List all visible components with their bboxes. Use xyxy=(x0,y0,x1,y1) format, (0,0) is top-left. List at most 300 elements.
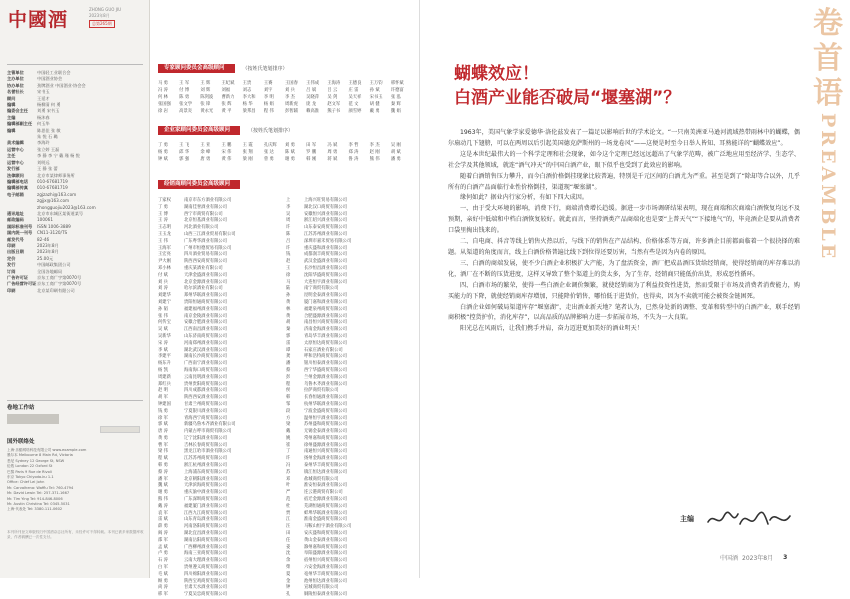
entrepreneur-name: 王 飞 xyxy=(179,143,190,148)
section-vertical-title xyxy=(812,6,844,261)
banner-label: 经销商顾问委员会高级顾问 xyxy=(158,180,240,189)
entrepreneur-name: 张 达 xyxy=(263,150,274,155)
dealer-company: 辽宁沈阳酒业有限公司 xyxy=(184,435,227,441)
address-line: Mr. David Lewin Tel: 257-371-1667 xyxy=(7,491,70,496)
dealer-name: 田 xyxy=(286,531,291,537)
dealer-company: 上海兴旺贸易有限公司 xyxy=(304,198,347,203)
masthead-value: 王 静 张 蕾 xyxy=(37,166,58,172)
article-paragraph: 阳光总在风雨后，让我们携手并肩，奋力迈进更加美好的酒业明天！ xyxy=(460,325,643,333)
advisor-name: 刘福 xyxy=(221,88,231,93)
dealer-name: 刘建华 xyxy=(158,293,171,299)
dealer-name: 潘 xyxy=(286,361,291,367)
advisor-name: 张文学 xyxy=(179,102,193,107)
advisor-name: 黄永光 xyxy=(200,109,214,114)
dealer-company: 湖南岳阳商贸有限公司 xyxy=(184,537,227,543)
dealer-name: 刘 涛 xyxy=(158,286,168,292)
page-footer xyxy=(720,553,787,562)
magazine-logo: 中國酒 xyxy=(8,9,69,31)
dealer-name: 龚 xyxy=(286,354,291,360)
advisor-name: 王 军 xyxy=(179,81,190,86)
dealer-company: 陕西西安商贸有限公司 xyxy=(184,259,227,265)
dealer-name: 叶 xyxy=(286,483,291,489)
dealer-company: 贵阳恒通商贸有限公司 xyxy=(184,299,227,305)
dealer-company: 青岛华丰酒业有限公司 xyxy=(304,333,347,339)
headline-line-2: 白酒产业能否破局“堰塞湖”？ xyxy=(454,88,681,108)
dealer-company: 济南金海酒业有限公司 xyxy=(304,327,347,333)
masthead-key: 主任 xyxy=(7,153,16,159)
article-body xyxy=(448,128,800,335)
dealer-company: 沈阳华盛商贸有限公司 xyxy=(304,272,347,278)
dealer-company: 合肥盛源酒业有限公司 xyxy=(304,313,347,319)
dealer-company: 南京市东方酒业有限公司 xyxy=(184,198,232,203)
entrepreneur-name: 刘 勇 xyxy=(284,143,295,148)
dealer-name: 钟 xyxy=(286,585,291,591)
address-line: 墨尔本 Melbourne 8 Main Rd, Victoria xyxy=(7,453,73,458)
dealer-name: 尚 涛 xyxy=(158,585,168,591)
dealer-committee-banner xyxy=(158,180,240,189)
dealer-company: 云南大理酒业有限公司 xyxy=(184,558,227,564)
masthead-value: 中国邮政集团公司 xyxy=(37,262,71,268)
advisor-name: 陈 勇 xyxy=(179,95,190,100)
dealer-name: 唐 涛 xyxy=(158,429,168,435)
masthead-key: 编辑部传真 xyxy=(7,185,28,191)
dealer-name: 黄 xyxy=(286,313,291,319)
dealer-name: 孙 xyxy=(286,293,291,299)
dealer-name: 彭 xyxy=(286,374,291,380)
section-char: 首 xyxy=(813,41,843,76)
dealer-name: 杨 凯 xyxy=(158,367,168,373)
masthead-list xyxy=(7,70,145,294)
masthead-value: 北京市东城区某街道某号 xyxy=(37,210,84,216)
dealer-name: 毛 斌 xyxy=(158,571,168,577)
handwritten-signature xyxy=(704,508,794,530)
dealer-company: 山东济南商贸有限公司 xyxy=(184,333,227,339)
dealer-name: 邓 xyxy=(286,476,291,482)
issue-meta xyxy=(89,7,141,28)
dealer-company: 海南海口商贸有限公司 xyxy=(184,367,227,373)
dealer-company: 甘肃天水酒业有限公司 xyxy=(184,585,227,591)
dealer-company: 杭州华联酒业有限公司 xyxy=(304,401,347,407)
dealer-name: 许 xyxy=(286,456,291,462)
masthead-value: 京东工商广字第0070号 xyxy=(37,275,82,280)
dealer-company: 蚌埠华联酒业有限公司 xyxy=(304,510,347,516)
dealer-name: 潘 军 xyxy=(158,476,168,482)
section-english: PREAMBLE xyxy=(817,113,839,262)
masthead-key: 国际标准刊号 xyxy=(7,223,33,229)
entrepreneur-advisor-grid xyxy=(158,142,412,163)
dealer-company: 泰州华丰商贸有限公司 xyxy=(304,463,347,469)
dealer-company: 太原恒达商贸有限公司 xyxy=(304,340,347,346)
dealer-company: 宁波金盛商贸有限公司 xyxy=(304,408,347,414)
dealer-name: 丁 勇 xyxy=(158,204,168,210)
advisor-name: 许德富 xyxy=(390,88,404,93)
issue-meta-line: 2023年8月 xyxy=(89,13,110,18)
dealer-company: 宁夏吴忠商贸有限公司 xyxy=(184,592,227,598)
dealer-company: 贵州遵义商贸有限公司 xyxy=(184,565,227,571)
masthead-value: 刘勇 宋书玉 xyxy=(37,108,60,114)
dealer-name: 孔 xyxy=(286,592,291,598)
masthead-key: 国内统一刊号 xyxy=(7,230,33,236)
entrepreneur-name: 赵 刚 xyxy=(369,150,380,155)
masthead-value: ISSN 1006-3889 xyxy=(37,223,71,229)
divider xyxy=(7,64,143,65)
dealer-name: 周 xyxy=(286,218,291,224)
article-paragraph: 这是本世纪最伟大的一个科学定理和社会现象，如今这个定理已经远远超出了气象学范畴，被广泛地应用至经济学、生态学、社会学及其他领域，就连“酒气冲天”的中国白酒产业，眼下似乎也受到了此效应的影响。 xyxy=(448,150,800,169)
masthead-value: 100061 xyxy=(37,217,53,223)
entrepreneur-name: 陈 斌 xyxy=(284,150,295,155)
entrepreneur-name: 胡 斌 xyxy=(390,150,401,155)
dealer-company: 重庆盛和酒业有限公司 xyxy=(304,245,347,251)
entrepreneur-name: 杨 勇 xyxy=(158,150,168,155)
entrepreneur-name: 李 杰 xyxy=(369,143,380,148)
masthead-value: 李海玲 xyxy=(37,140,50,146)
masthead-value: 2023年8月 xyxy=(37,242,59,248)
advisor-name: 李 杰 xyxy=(284,95,295,100)
dealer-company: 陕西西安酒业有限公司 xyxy=(184,395,227,401)
address-line: Mr. Carvalhena: Wafflu Tel: 760-4794 xyxy=(7,485,74,490)
dealer-company: 河南洛阳商贸有限公司 xyxy=(184,524,227,530)
entrepreneur-name: 冯 斌 xyxy=(327,143,338,148)
dealer-name: 许 xyxy=(286,245,291,251)
article-paragraph: 白酒企业如何破局渠道库存“堰塞湖”，走出酒业新天地？笔者认为，已然身处新的调整、变革和转型中的白酒产业，联手经销商积极“控货护价，消化库存”，以高品质的品牌影响力进一步拓展市场，不失为一大良策。 xyxy=(448,303,800,322)
article-paragraph: 缘何如此？据业内行家分析，有如下四大成因。 xyxy=(460,194,588,202)
masthead-value: 刘明远 xyxy=(37,159,50,165)
dealer-company: 南通恒兴商贸有限公司 xyxy=(304,449,347,455)
dealer-company: 北京恒基酒业有限公司 xyxy=(184,218,227,224)
dealer-name: 戴 涛 xyxy=(158,503,168,509)
dealer-company: 南宁商贸有限公司 xyxy=(304,286,339,292)
dealer-name: 戴 xyxy=(286,429,291,435)
advisor-name: 戴 勇 xyxy=(369,109,380,114)
dealer-name: 王 博 xyxy=(158,211,168,217)
masthead-key: 订阅 xyxy=(7,268,16,274)
entrepreneur-name: 罗 鹏 xyxy=(306,150,317,155)
entrepreneur-name: 熊 伟 xyxy=(369,157,380,162)
entrepreneur-name: 宋 伟 xyxy=(221,150,232,155)
masthead-key: 邮政编码 xyxy=(7,217,24,223)
masthead-key: 编辑 xyxy=(7,127,16,133)
dealer-company: 无锡金泰酒业有限公司 xyxy=(304,429,347,435)
overseas-heading: 国外联络处 xyxy=(7,439,35,445)
dealer-name: 吴 斌 xyxy=(158,327,168,333)
page-number: 3 xyxy=(783,554,788,561)
dealer-company: 西宁市商贸有限公司 xyxy=(184,211,223,217)
dealer-name: 胡 xyxy=(286,320,291,326)
banner-label: 专家顾问委员会高级顾问 xyxy=(158,64,235,73)
masthead-key: 电子邮箱 xyxy=(7,191,24,197)
address-line: Mr. Austin Christina Tel: 0345-5031 xyxy=(7,502,70,507)
dealer-name: 雷 斌 xyxy=(158,517,168,523)
advisor-name: 颜雪婷 xyxy=(348,109,362,114)
dealer-company: 陕西宝鸡商贸有限公司 xyxy=(184,578,227,584)
masthead-key: 广告经营许可证 xyxy=(7,281,37,287)
dealer-name: 梁 xyxy=(286,422,291,428)
dealer-name: 秦 xyxy=(286,327,291,333)
masthead-value: 陈思佳 张 敏 xyxy=(37,127,61,133)
entrepreneur-name: 韩 刚 xyxy=(306,157,317,162)
address-line: 伦敦 London 22 Oxford St xyxy=(7,464,53,469)
masthead-key: 运营中心 xyxy=(7,146,24,152)
dealer-company: 四川成都酒业有限公司 xyxy=(184,388,227,394)
dealer-company: 兰州金源酒业有限公司 xyxy=(304,374,347,380)
address-line: 上海·代表处 Tel: 3380-111-0602 xyxy=(7,507,63,512)
dealer-company: 南京金陵酒业有限公司 xyxy=(184,313,227,319)
advisor-name: 孙 斌 xyxy=(369,88,380,93)
dealer-company: 四川酒业贸易有限公司 xyxy=(184,252,227,258)
dealer-company: 六安金海酒业有限公司 xyxy=(304,565,347,571)
dealer-name: 汪 xyxy=(286,524,291,530)
advisors-page xyxy=(150,0,420,598)
advisor-name: 张 锋 xyxy=(200,102,211,107)
entrepreneur-name: 李 哲 xyxy=(348,143,359,148)
dealer-company: 湖南长沙商贸有限公司 xyxy=(184,354,227,360)
dealer-company: 黄山金泰酒业有限公司 xyxy=(304,537,347,543)
dealer-company: 拉萨商贸有限公司 xyxy=(304,388,339,394)
dealer-name: 姜 xyxy=(286,544,291,550)
advisor-name: 吕 斌 xyxy=(306,88,317,93)
entrepreneur-name: 梁 刚 xyxy=(242,157,253,162)
dealer-name: 夏 xyxy=(286,571,291,577)
footer-magazine: 中国酒 xyxy=(720,555,739,562)
dealer-company: 吉林长春商贸有限公司 xyxy=(184,442,227,448)
advisor-name: 冯 涛 xyxy=(158,88,168,93)
dealer-company: 福建厦门酒业有限公司 xyxy=(184,503,227,509)
masthead-value: 宋书玉 xyxy=(37,89,50,95)
advisor-name: 梁邦昌 xyxy=(242,109,256,114)
advisor-name: 王万钧 xyxy=(369,81,383,86)
dealer-company: 北京金源酒业有限公司 xyxy=(184,279,227,285)
dealer-company: 甘肃兰州商贸有限公司 xyxy=(184,401,227,407)
article-paragraph: 三、白酒的商端发展，使不少白酒企业积极扩大产能，为了盘活资金，酒厂把成品酒压货给经销商，使得经销商的库存难以消化，酒厂在不断的压货进度，这样又导致了整个渠道上的货太多，为了生存，经销商只能低价出货，形成恶性循环。 xyxy=(448,259,800,278)
dealer-company: 云南昆明酒业有限公司 xyxy=(184,374,227,380)
dealer-name: 吴 xyxy=(286,211,291,217)
dealer-company: 滁州嘉和商贸有限公司 xyxy=(304,544,347,550)
dealer-company: 池州恒达酒业有限公司 xyxy=(304,578,347,584)
advisor-name: 范 文 xyxy=(348,102,359,107)
dealer-company: 青海西宁商贸有限公司 xyxy=(184,415,227,421)
advisor-name: 赖高淮 xyxy=(306,109,320,114)
entrepreneur-name: 丁 勇 xyxy=(158,143,168,148)
masthead-value: 杨沐春 xyxy=(37,114,50,120)
dealer-name: 李建平 xyxy=(158,354,171,360)
dealer-company: 山东青岛酒业有限公司 xyxy=(184,517,227,523)
dealer-name: 任 xyxy=(286,537,291,543)
preamble-page xyxy=(420,0,850,578)
masthead-row xyxy=(7,288,145,294)
dealer-company: 天津滨海商贸有限公司 xyxy=(184,483,227,489)
entrepreneur-name: 曾 勇 xyxy=(263,157,274,162)
dealer-company: 重庆渝中酒业有限公司 xyxy=(184,490,227,496)
dealer-name: 魏 斌 xyxy=(158,483,168,489)
article-headline xyxy=(454,63,680,111)
dealer-name: 王海军 xyxy=(158,245,171,251)
dealer-company: 成都润丰商贸有限公司 xyxy=(304,252,347,258)
advisor-name: 宋书玉 xyxy=(369,95,383,100)
dealer-company: 广东粤华酒业有限公司 xyxy=(184,238,227,244)
entrepreneur-name: 周 勇 xyxy=(327,150,338,155)
dealer-name: 徐 xyxy=(286,272,291,278)
advisor-name: 马 勇 xyxy=(158,81,168,86)
masthead-value: 张立婷 王磊 xyxy=(37,146,60,152)
entrepreneur-name: 王 霞 xyxy=(242,143,253,148)
masthead-key: 主管单位 xyxy=(7,70,24,75)
dealer-company: 昆明金泰酒业有限公司 xyxy=(304,293,347,299)
masthead-value: zhongguojiu2023@163.com xyxy=(37,204,96,210)
dealer-company: 上海浦东商贸有限公司 xyxy=(184,469,227,475)
dealer-company: 镇江恒达酒业有限公司 xyxy=(304,469,347,475)
dealer-company: 江西南昌酒业有限公司 xyxy=(184,327,227,333)
dealer-company: 江西九江商贸有限公司 xyxy=(184,510,227,516)
advisor-name: 庄 雷 xyxy=(348,88,359,93)
dealer-name: 宋 涛 xyxy=(158,340,168,346)
dealer-company: 银川恒泰酒业有限公司 xyxy=(304,361,347,367)
dealer-company: 广州市恒德贸易有限公司 xyxy=(184,245,232,251)
dealer-name: 刘 兵 xyxy=(158,279,168,285)
dealer-name: 侯 xyxy=(286,388,291,394)
dealer-company: 南昌恒兴商贸有限公司 xyxy=(304,320,347,326)
advisor-name: 彭智辅 xyxy=(284,109,298,114)
dealer-name: 程 xyxy=(286,381,291,387)
dealer-company: 黑龙江哈市酒业有限公司 xyxy=(184,449,232,455)
dealer-name: 袁 军 xyxy=(158,510,168,516)
dealer-company: 阜阳盛源酒业有限公司 xyxy=(304,551,347,557)
dealer-name: 付 斌 xyxy=(158,272,168,278)
dealer-company: 山东泰安商贸有限公司 xyxy=(304,225,347,231)
dealer-name: 黄 勇 xyxy=(158,435,168,441)
advisor-name: 王赛 xyxy=(263,81,273,86)
dealer-name: 刘建宁 xyxy=(158,299,171,305)
dealer-name: 吕 xyxy=(286,238,291,244)
expert-advisor-grid xyxy=(158,80,412,115)
dealer-name: 王 xyxy=(286,265,291,271)
dealer-company: 安庆盛和商贸有限公司 xyxy=(304,531,347,537)
advisor-name: 杨 娟 xyxy=(263,102,274,107)
dealer-company: 江苏苏州商贸有限公司 xyxy=(184,456,227,462)
dealer-company: 深圳市嘉禾贸易有限公司 xyxy=(304,238,352,244)
masthead-value: 010-67681719 xyxy=(37,178,68,184)
masthead-value: CN11-3120/TS xyxy=(37,230,68,236)
advisor-name: 庞 龙 xyxy=(306,102,317,107)
footer-date: 2023年8月 xyxy=(742,555,774,562)
dealer-company: 长沙恒昌酒业有限公司 xyxy=(304,265,347,271)
masthead-page xyxy=(0,0,150,578)
advisor-name: 赵文军 xyxy=(327,102,341,107)
masthead-value: zgjjx@163.com xyxy=(37,198,70,204)
article-paragraph: 四、白酒市场的繁荣，使得一些白酒企业调价频繁，就使经销商为了利益投资性进货，然而受限于市场及消费者消费能力，购买能力的下降，就使经销商库存增加，只能降价销售，哪怕低于进货价，也得卖，因为不卖就可能会被资金链困死。 xyxy=(448,281,800,300)
advisor-name: 周新虎 xyxy=(284,102,298,107)
dealer-company: 广西柳州酒业有限公司 xyxy=(184,544,227,550)
article-paragraph: 一、由于受大环境的影响，消费下行，商端消费增长趋缓。据进一步市场调研结果表明，现在商端和次商端白酒恢复均远不及预期，亲好中低端和中档白酒恢复较好。就此而言，坚持酒类产品商端化也是要“上普天气”“下接地气”的，毕竟酒企是要从消费者口袋里掏出钱来的。 xyxy=(448,205,800,235)
dealer-name: 李 xyxy=(286,204,291,210)
advisor-name: 张国强 xyxy=(158,102,171,107)
entrepreneur-name: 谢 勇 xyxy=(284,157,295,162)
dealer-name: 金 xyxy=(286,578,291,584)
dealer-name: 姚 xyxy=(286,435,291,441)
masthead-value: 何玉华 xyxy=(37,121,50,127)
dealer-company: 淮南金盛商贸有限公司 xyxy=(304,517,347,523)
masthead-key: 名誉社长 xyxy=(7,89,24,95)
dealer-name: 尹大刚 xyxy=(158,259,171,265)
dealer-company: 重庆某酒业有限公司 xyxy=(184,265,223,271)
masthead-key: 出版日期 xyxy=(7,249,24,255)
advisor-name: 张 泓 xyxy=(390,95,401,100)
dealer-name: 王志明 xyxy=(158,225,171,231)
dealer-name: 薛 勇 xyxy=(158,524,168,530)
dealer-company: 北京朝阳酒业有限公司 xyxy=(184,476,227,482)
article-paragraph: 二、自电商、抖音等线上销售火热以后，与线下的销售在产品结构、价格体系等方面，许多酒企目前都面临着一个很抉择的难题。从渠道的角度而言，线上白酒价格普遍比线下到位得还要厉害，当然有些是因为内卷的原因。 xyxy=(448,238,800,256)
section-char: 语 xyxy=(813,76,843,111)
advisor-name: 吴天祥 xyxy=(348,95,362,100)
dealer-name: 石 涛 xyxy=(158,558,168,564)
dealer-name: 钟建国 xyxy=(158,401,171,407)
dealer-name: 邢 军 xyxy=(158,592,168,598)
dealer-name: 贾 xyxy=(286,510,291,516)
issue-meta-line: ZHONG GUO JIU xyxy=(89,7,121,12)
headline-line-1: 蝴蝶效应！ xyxy=(454,64,539,84)
entrepreneur-name: 郑 涛 xyxy=(348,150,359,155)
masthead-key: 顾问 xyxy=(7,95,16,101)
work-station-heading: 卷地工作站 xyxy=(7,405,35,411)
advisor-name: 王国春 xyxy=(284,81,298,86)
dealer-company: 盐城商贸有限公司 xyxy=(304,476,339,482)
dealer-company: 淮安恒泰酒业有限公司 xyxy=(304,483,347,489)
masthead-key: 协办单位 xyxy=(7,82,24,88)
advisor-name: 王 辉 xyxy=(200,81,211,86)
dealer-company: 芜湖恒通商贸有限公司 xyxy=(304,503,347,509)
advisor-name: 何 林 xyxy=(158,95,168,100)
dealer-name: 赵 xyxy=(286,259,291,265)
dealer-name: 柴 xyxy=(286,565,291,571)
article-paragraph: 随着白酒销售压力攀升，而今白酒价格倒挂现象比较普遍，特别是千元区间的白酒尤为严重。甚至是到了“除却等合以外，几乎所有的白酒产品面临行业性价格倒挂，渠道现“堰塞湖”。 xyxy=(448,172,800,191)
dealer-name: 蔡 涛 xyxy=(158,469,168,475)
dealer-name: 梁 伟 xyxy=(158,449,168,455)
advisor-name: 刘 辉 xyxy=(200,88,211,93)
dealer-company: 福建泉州商贸有限公司 xyxy=(304,306,347,312)
dealer-company: 新疆乌鲁木齐酒业有限公司 xyxy=(184,422,236,428)
dealer-company: 长春恒通酒业有限公司 xyxy=(304,395,347,401)
entrepreneur-name: 余 峰 xyxy=(200,150,211,155)
entrepreneur-name: 田 军 xyxy=(306,143,317,148)
dealer-company: 贵州贵阳商贸有限公司 xyxy=(184,381,227,387)
address-line: 巴黎 Paris 9 Rue de Rivoli xyxy=(7,469,52,474)
masthead-value: 北京市某律师事务所 xyxy=(37,172,75,178)
banner-label: 企业家顾问委员会高级顾问 xyxy=(158,126,240,135)
dealer-name: 吴新华 xyxy=(158,333,171,339)
address-line: 上海·乐酷网络科技有限公司 www.example.com xyxy=(7,448,87,452)
dealer-company: 扬州金海酒业有限公司 xyxy=(304,456,347,462)
dealer-company: 浙江绍兴酒业有限公司 xyxy=(304,218,347,224)
expert-committee-banner xyxy=(158,64,288,73)
dealer-name: 郭 xyxy=(286,333,291,339)
dealer-company: 天津金盛酒业有限公司 xyxy=(184,272,227,278)
dealer-name: 丁 xyxy=(286,449,291,455)
dealer-company: 乌鲁木齐酒业有限公司 xyxy=(304,381,347,387)
dealer-name: 余 xyxy=(286,558,291,564)
dealer-name: 李 斌 xyxy=(158,347,168,353)
partner-logo xyxy=(7,414,59,424)
dealer-company: 西宁华盛商贸有限公司 xyxy=(304,367,347,373)
masthead-key: 运营中心 xyxy=(7,159,24,165)
address-line: Mr. Tim Ying Tel: 914-846-8006 xyxy=(7,496,63,501)
dealer-name: 王 涛 xyxy=(158,218,168,224)
dealer-company: 福建福州酒业有限公司 xyxy=(184,306,227,312)
dealer-company: 亳州华丰商贸有限公司 xyxy=(304,571,347,577)
dealer-name: 苏 xyxy=(286,469,291,475)
masthead-key: 邮发代号 xyxy=(7,236,24,242)
address-line: 悉尼 Sydney 12 George St, NSW xyxy=(7,458,65,463)
dealer-company: 宣城商贸有限公司 xyxy=(304,585,339,591)
dealer-name: 郑红兵 xyxy=(158,381,171,387)
